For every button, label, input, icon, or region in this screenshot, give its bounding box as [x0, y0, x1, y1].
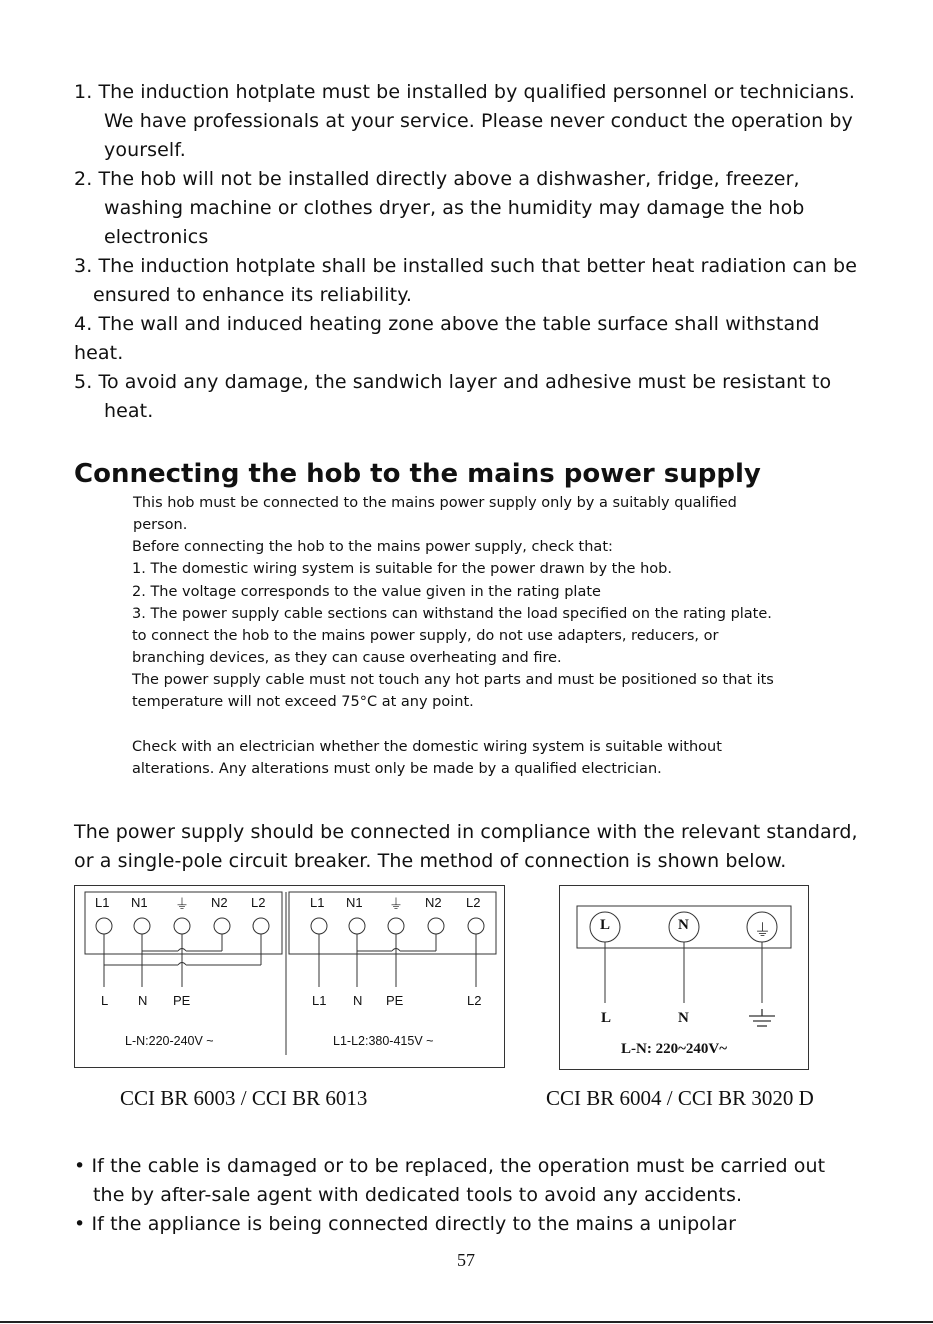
section-line: This hob must be connected to the mains power supply only by a suitably qualified	[133, 495, 737, 511]
item-5-line-2: heat.	[104, 400, 154, 422]
ground-icon: ⏚	[175, 896, 189, 912]
wire-label: PE	[173, 993, 191, 1008]
caption-right: CCI BR 6004 / CCI BR 3020 D	[546, 1086, 814, 1110]
terminal-label: L2	[466, 895, 481, 910]
terminal-label: N1	[346, 895, 363, 910]
voltage-label: L-N:220-240V ~	[125, 1034, 214, 1048]
terminal-label: L1	[95, 895, 110, 910]
wire-label: N	[678, 1010, 689, 1026]
section-line: 2. The voltage corresponds to the value given in the rating plate	[132, 584, 601, 600]
wiring-diagram-left	[74, 885, 505, 1068]
item-2-line-3: electronics	[104, 226, 209, 248]
section-line: branching devices, as they can cause overheating and fire.	[132, 650, 562, 666]
item-1-line-2: We have professionals at your service. Please never conduct the operation by	[104, 110, 853, 132]
section-line: 3. The power supply cable sections can withstand the load specified on the rating plate.	[132, 606, 772, 622]
terminal-label: L2	[251, 895, 266, 910]
terminal-label: L1	[310, 895, 325, 910]
item-1-line-1: 1. The induction hotplate must be installed by qualified personnel or technicians.	[74, 81, 856, 103]
standard-line-1: The power supply should be connected in compliance with the relevant standard,	[74, 821, 858, 843]
section-line: temperature will not exceed 75°C at any point.	[132, 694, 474, 710]
wire-label: N	[353, 993, 363, 1008]
voltage-label: L1-L2:380-415V ~	[333, 1034, 434, 1048]
terminal-label: N1	[131, 895, 148, 910]
item-2-line-1: 2. The hob will not be installed directly above a dishwasher, fridge, freezer,	[74, 168, 800, 190]
terminal-label: N2	[211, 895, 228, 910]
section-line: The power supply cable must not touch any hot parts and must be positioned so that its	[132, 672, 774, 688]
wire-label: L	[601, 1010, 612, 1026]
section-line: 1. The domestic wiring system is suitable for the power drawn by the hob.	[132, 561, 672, 577]
ground-icon: ⏚	[754, 921, 771, 940]
wire-label: L1	[312, 993, 327, 1008]
standard-line-2: or a single-pole circuit breaker. The method of connection is shown below.	[74, 850, 787, 872]
terminal-label: L	[600, 917, 611, 933]
voltage-label: L-N: 220~240V~	[621, 1041, 728, 1057]
section-line: alterations. Any alterations must only be made by a qualified electrician.	[132, 761, 662, 777]
page-number: 57	[457, 1250, 475, 1270]
section-line: person.	[133, 517, 188, 533]
item-2-line-2: washing machine or clothes dryer, as the humidity may damage the hob	[104, 197, 805, 219]
wire-label: L2	[467, 993, 482, 1008]
wire-label: PE	[386, 993, 404, 1008]
section-line: Before connecting the hob to the mains power supply, check that:	[132, 539, 613, 555]
bottom-rule	[0, 1321, 933, 1323]
section-line: to connect the hob to the mains power supply, do not use adapters, reducers, or	[132, 628, 719, 644]
section-line: Check with an electrician whether the domestic wiring system is suitable without	[132, 739, 722, 755]
bullet-2-line-1: • If the appliance is being connected directly to the mains a unipolar	[74, 1213, 736, 1235]
item-5-line-1: 5. To avoid any damage, the sandwich layer and adhesive must be resistant to	[74, 371, 832, 393]
wire-label: N	[138, 993, 148, 1008]
ground-icon: ⏚	[389, 896, 403, 912]
bullet-1-line-1: • If the cable is damaged or to be replaced, the operation must be carried out	[74, 1155, 826, 1177]
wire-label: L	[101, 993, 109, 1008]
terminal-label: N2	[425, 895, 442, 910]
terminal-label: N	[678, 917, 689, 933]
item-3-line-2: ensured to enhance its reliability.	[93, 284, 412, 306]
bullet-1-line-2: the by after-sale agent with dedicated tools to avoid any accidents.	[93, 1184, 743, 1206]
item-1-line-3: yourself.	[104, 139, 186, 161]
wiring-diagram-right	[559, 885, 809, 1070]
item-3-line-1: 3. The induction hotplate shall be installed such that better heat radiation can be	[74, 255, 857, 277]
section-heading: Connecting the hob to the mains power supply	[74, 459, 761, 489]
item-4-line-1: 4. The wall and induced heating zone above the table surface shall withstand	[74, 313, 820, 335]
item-4-line-2: heat.	[74, 342, 124, 364]
caption-left: CCI BR 6003 / CCI BR 6013	[120, 1086, 368, 1110]
